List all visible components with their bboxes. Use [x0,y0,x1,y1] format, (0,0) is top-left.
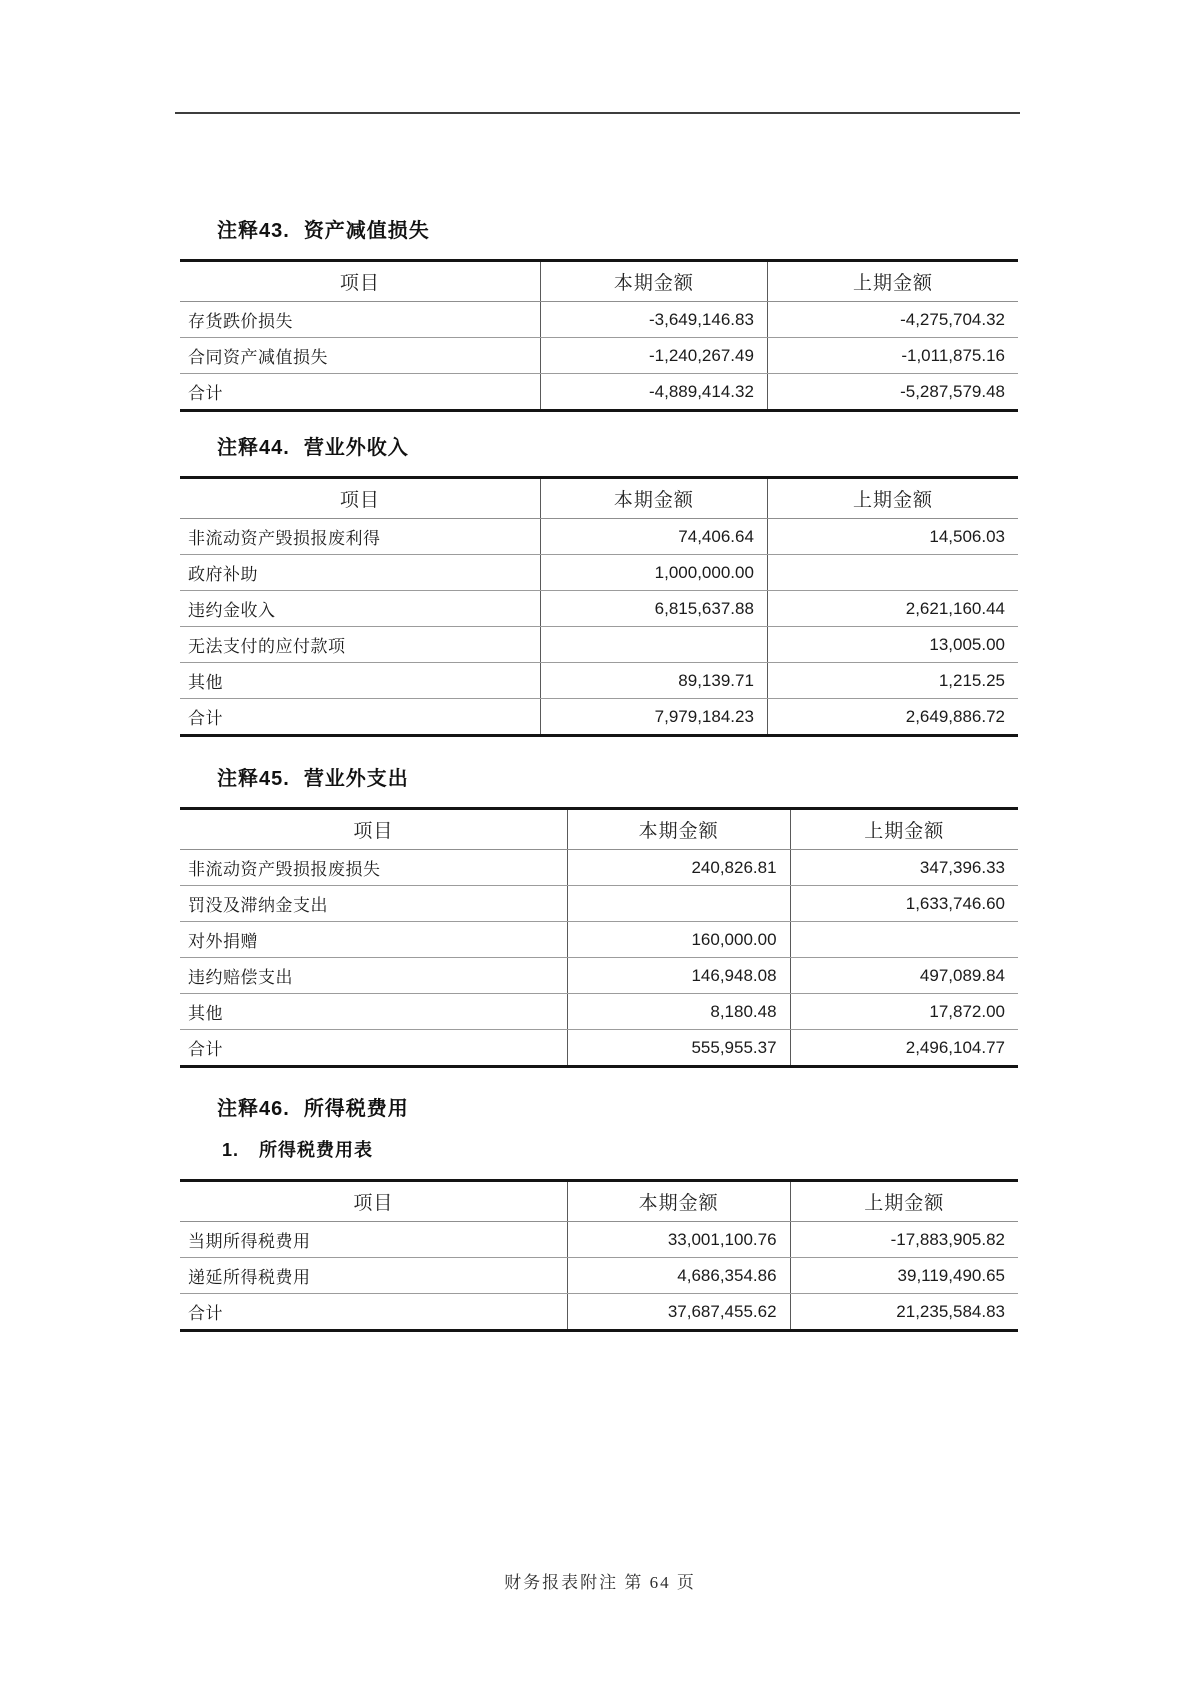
current-period-column-header: 本期金额 [567,809,790,850]
note-number: 注释44. [217,437,290,459]
prior-amount-cell: 21,235,584.83 [790,1294,1018,1331]
current-amount-cell: 240,826.81 [567,850,790,886]
item-column-header: 项目 [180,1181,567,1222]
current-amount-cell: 1,000,000.00 [540,555,767,591]
prior-period-column-header: 上期金额 [767,478,1018,519]
table-row [180,302,1018,338]
note-heading [217,436,1018,460]
current-amount-cell: 74,406.64 [540,519,767,555]
item-cell: 当期所得税费用 [180,1222,567,1258]
header-row [180,809,1018,850]
table-row [180,958,1018,994]
item-cell: 合计 [188,709,223,728]
current-amount-cell: -3,649,146.83 [540,302,767,338]
prior-amount-cell [790,922,1018,958]
table-row [180,663,1018,699]
current-amount-cell: 8,180.48 [567,994,790,1030]
current-amount-cell: 7,979,184.23 [540,699,767,736]
table-row [180,627,1018,663]
table-header [180,261,1018,302]
item-cell: 合计 [188,1040,223,1059]
prior-amount-cell: 347,396.33 [790,850,1018,886]
subheading-number: 1. [222,1140,240,1160]
table-body [180,1222,1018,1331]
prior-amount-cell: -1,011,875.16 [767,338,1018,374]
table-row [180,338,1018,374]
table-row [180,850,1018,886]
prior-amount-cell: 2,621,160.44 [767,591,1018,627]
current-amount-cell: 160,000.00 [567,922,790,958]
financial-table [180,476,1018,737]
table-row [180,374,1018,411]
note-section [180,219,1018,412]
item-column-header: 项目 [180,809,567,850]
item-column-header: 项目 [180,261,540,302]
item-cell: 其他 [180,994,567,1030]
note-section [180,436,1018,737]
prior-amount-cell: -4,275,704.32 [767,302,1018,338]
note-number: 注释46. [217,1098,290,1120]
table-row [180,886,1018,922]
prior-amount-cell: 17,872.00 [790,994,1018,1030]
header-row [180,478,1018,519]
table-row [180,699,1018,736]
prior-amount-cell: 39,119,490.65 [790,1258,1018,1294]
current-period-column-header: 本期金额 [540,261,767,302]
current-amount-cell: 146,948.08 [567,958,790,994]
item-cell: 无法支付的应付款项 [180,627,540,663]
current-period-column-header: 本期金额 [567,1181,790,1222]
prior-amount-cell: 497,089.84 [790,958,1018,994]
prior-amount-cell [767,555,1018,591]
table-row [180,1030,1018,1067]
table-header [180,809,1018,850]
header-row [180,261,1018,302]
prior-amount-cell: 13,005.00 [767,627,1018,663]
item-cell: 其他 [180,663,540,699]
item-cell: 合计 [188,1304,223,1323]
prior-period-column-header: 上期金额 [790,1181,1018,1222]
prior-amount-cell: -17,883,905.82 [790,1222,1018,1258]
note-subheading [222,1139,1018,1161]
item-cell: 政府补助 [180,555,540,591]
prior-amount-cell: 1,633,746.60 [790,886,1018,922]
item-cell: 违约赔偿支出 [180,958,567,994]
table-row [180,591,1018,627]
financial-table [180,807,1018,1068]
financial-table [180,259,1018,412]
table-row [180,922,1018,958]
item-cell: 非流动资产毁损报废损失 [180,850,567,886]
current-amount-cell: 555,955.37 [567,1030,790,1067]
prior-amount-cell: 14,506.03 [767,519,1018,555]
item-cell: 违约金收入 [180,591,540,627]
note-number: 注释45. [217,768,290,790]
current-amount-cell [540,627,767,663]
financial-table [180,1179,1018,1332]
item-cell: 对外捐赠 [180,922,567,958]
table-row [180,1258,1018,1294]
table-header [180,1181,1018,1222]
note-section [180,767,1018,1068]
note-heading [217,219,1018,243]
table-header [180,478,1018,519]
current-amount-cell: -1,240,267.49 [540,338,767,374]
note-section [180,1097,1018,1332]
header-row [180,1181,1018,1222]
note-number: 注释43. [217,220,290,242]
item-column-header: 项目 [180,478,540,519]
prior-amount-cell: 2,649,886.72 [767,699,1018,736]
notes-content [180,0,1018,1332]
current-amount-cell: 4,686,354.86 [567,1258,790,1294]
prior-amount-cell: 1,215.25 [767,663,1018,699]
current-amount-cell: 33,001,100.76 [567,1222,790,1258]
current-amount-cell [567,886,790,922]
current-amount-cell: 89,139.71 [540,663,767,699]
item-cell: 存货跌价损失 [180,302,540,338]
prior-period-column-header: 上期金额 [790,809,1018,850]
prior-amount-cell: -5,287,579.48 [767,374,1018,411]
item-cell: 合同资产减值损失 [180,338,540,374]
prior-period-column-header: 上期金额 [767,261,1018,302]
item-cell: 合计 [188,384,223,403]
note-title: 资产减值损失 [303,220,430,242]
note-title: 所得税费用 [303,1098,409,1120]
table-body [180,850,1018,1067]
subheading-title: 所得税费用表 [259,1140,374,1160]
note-heading [217,767,1018,791]
current-amount-cell: -4,889,414.32 [540,374,767,411]
table-row [180,1222,1018,1258]
current-period-column-header: 本期金额 [540,478,767,519]
table-row [180,1294,1018,1331]
item-cell: 非流动资产毁损报废利得 [180,519,540,555]
table-row [180,519,1018,555]
note-title: 营业外收入 [303,437,409,459]
item-cell: 罚没及滞纳金支出 [180,886,567,922]
table-body [180,519,1018,736]
note-title: 营业外支出 [303,768,409,790]
note-heading [217,1097,1018,1121]
page-footer: 财务报表附注 第 64 页 [504,1573,696,1592]
current-amount-cell: 37,687,455.62 [567,1294,790,1331]
table-row [180,555,1018,591]
table-body [180,302,1018,411]
table-row [180,994,1018,1030]
item-cell: 递延所得税费用 [180,1258,567,1294]
current-amount-cell: 6,815,637.88 [540,591,767,627]
prior-amount-cell: 2,496,104.77 [790,1030,1018,1067]
